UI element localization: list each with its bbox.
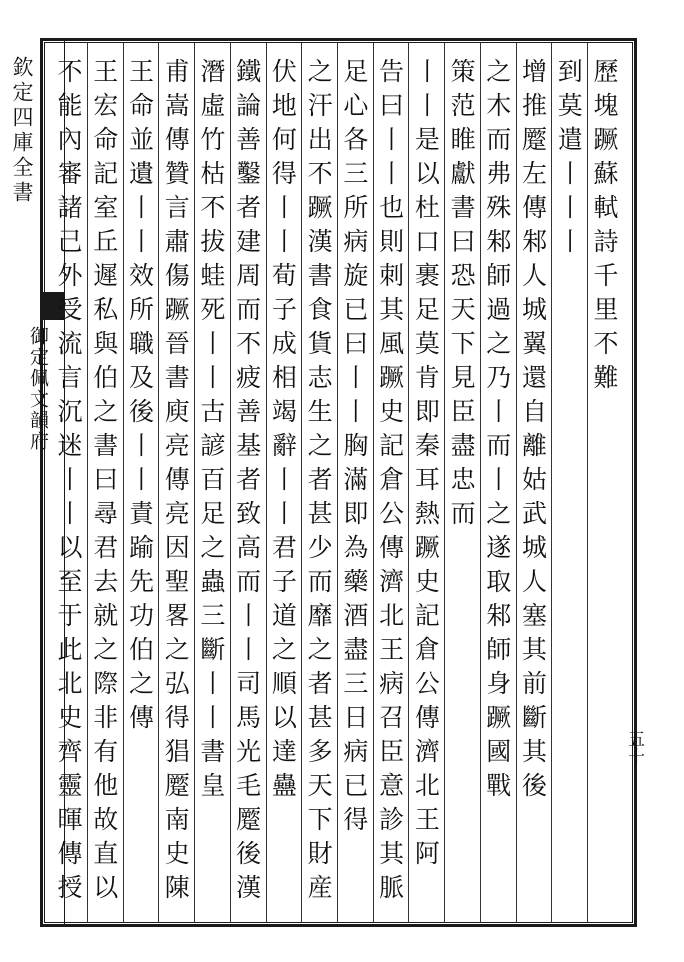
column-rule	[551, 42, 552, 923]
column-rule	[516, 42, 517, 923]
text-column: 丨丨是以杜口裹足莫肯即秦耳熱蹶史記倉公傳濟北王阿	[411, 58, 441, 874]
text-column: 鐵論善鑿者建周而不疲善基者致高而丨丨司馬光毛蹷後漢	[232, 58, 262, 908]
text-column: 之汗出不蹶漢書食貨志生之者甚少而靡之者甚多天下財産	[304, 58, 334, 908]
column-rule	[408, 42, 409, 923]
column-rule	[480, 42, 481, 923]
text-column: 之木而弗殊邾師過之乃丨而丨之遂取邾師身蹶國戰	[482, 58, 512, 806]
text-column: 潛虛竹枯不拔蛙死丨丨古諺百足之蟲三斷丨丨書皇	[196, 58, 226, 806]
text-column: 增推蹷左傳邾人城翼還自離姑武城人塞其前斷其後	[518, 58, 548, 806]
column-rule	[373, 42, 374, 923]
page-number: 五十	[624, 730, 644, 766]
column-rule	[87, 42, 88, 923]
column-rule	[444, 42, 445, 923]
text-column: 伏地何得丨丨荀子成相竭辭丨丨君子道之順以達蠱	[268, 58, 298, 806]
column-rule	[158, 42, 159, 923]
text-column: 足心各三所病旋已曰丨丨胸滿即為藥酒盡三日病已得	[339, 58, 369, 840]
text-column: 告曰丨丨也則刺其風蹶史記倉公傳濟北王病召臣意診其脈	[375, 58, 405, 908]
text-column: 不能內審諸己外受流言沉迷丨丨以至于此北史齊靈暉傳授	[54, 58, 83, 908]
text-column: 王命並遺丨丨效所職及後丨丨責踰先功伯之傳	[125, 58, 155, 738]
column-rule	[266, 42, 267, 923]
column-rule	[587, 42, 588, 923]
text-column: 甫嵩傳贊言肅傷蹶晉書庾亮傳亮因聖畧之弘得猖蹷南史陳	[161, 58, 191, 908]
margin-title: 欽定四庫全書	[10, 56, 34, 206]
column-rule	[337, 42, 338, 923]
column-rule	[194, 42, 195, 923]
text-column: 王宏命記室丘遲私與伯之書曰尋君去就之際非有他故直以	[89, 58, 119, 908]
text-column: 到莫遣丨丨丨	[554, 58, 584, 262]
column-rule	[230, 42, 231, 923]
margin-book-title: 御定佩文韻府	[27, 326, 49, 452]
text-column: 歷塊蹶蘇軾詩千里不難	[590, 58, 619, 398]
column-rule	[123, 42, 124, 923]
text-column: 策范睢獻書曰恐天下見臣盡忠而	[447, 58, 477, 534]
column-rule	[301, 42, 302, 923]
